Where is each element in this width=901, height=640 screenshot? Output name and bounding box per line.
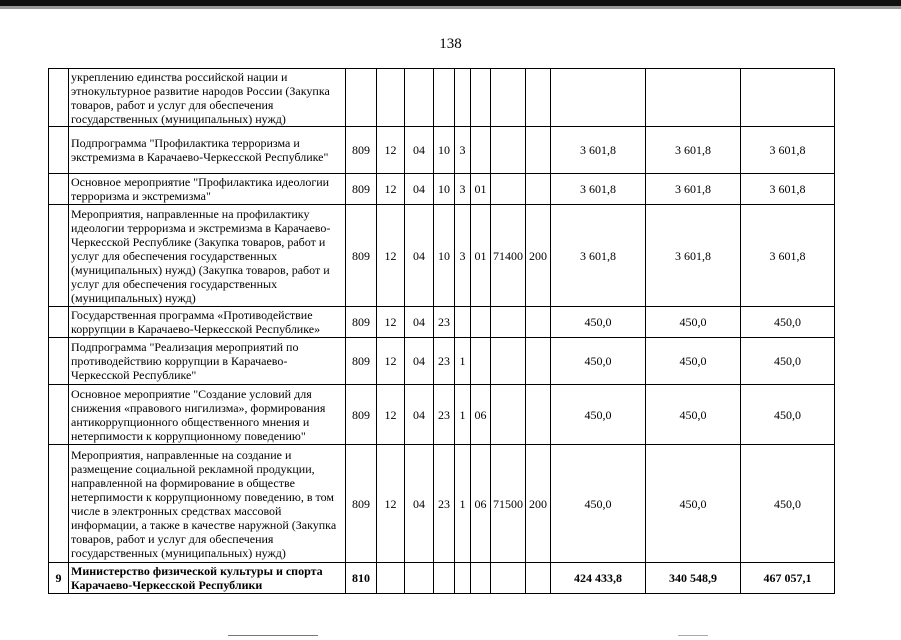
subprogram-cell: 3 — [455, 127, 471, 174]
direction-cell — [491, 385, 526, 445]
row-number-cell — [49, 445, 69, 563]
direction-cell — [491, 307, 526, 338]
amount-year2-cell: 3 601,8 — [646, 174, 741, 205]
subprogram-cell — [455, 563, 471, 594]
amount-year3-cell: 450,0 — [741, 385, 835, 445]
subsection-cell: 04 — [405, 385, 434, 445]
expense-type-cell — [526, 174, 551, 205]
direction-cell — [491, 563, 526, 594]
amount-year1-cell — [551, 69, 646, 127]
direction-cell: 71500 — [491, 445, 526, 563]
event-cell — [471, 127, 491, 174]
admin-code-cell: 809 — [346, 307, 377, 338]
row-number-cell — [49, 205, 69, 307]
table-row — [49, 563, 835, 594]
description-cell: Мероприятия, направленные на создание и размещение социальной рекламной продукции, направленной на формирование в обществе нетерпимости к коррупционному поведению, в том числе в электронных средствах массовой информации, а также в качестве наружной (Закупка товаров, работ и услуг для обеспечения государственных (муниципальных) нужд) — [69, 445, 346, 563]
direction-cell — [491, 127, 526, 174]
amount-year2-cell: 3 601,8 — [646, 205, 741, 307]
amount-year3-cell: 450,0 — [741, 338, 835, 385]
amount-year3-cell: 3 601,8 — [741, 205, 835, 307]
program-cell: 10 — [434, 127, 455, 174]
admin-code-cell — [346, 69, 377, 127]
amount-year1-cell: 450,0 — [551, 307, 646, 338]
admin-code-cell: 809 — [346, 205, 377, 307]
table-body — [49, 69, 835, 594]
event-cell: 06 — [471, 385, 491, 445]
expense-type-cell — [526, 563, 551, 594]
table-row — [49, 307, 835, 338]
amount-year3-cell — [741, 69, 835, 127]
amount-year3-cell: 450,0 — [741, 445, 835, 563]
subprogram-cell: 1 — [455, 445, 471, 563]
bottom-scan-line — [228, 635, 318, 636]
program-cell: 23 — [434, 445, 455, 563]
program-cell: 23 — [434, 338, 455, 385]
table-row — [49, 174, 835, 205]
table-row — [49, 69, 835, 127]
expense-type-cell — [526, 338, 551, 385]
expense-type-cell — [526, 69, 551, 127]
table-row — [49, 445, 835, 563]
description-cell: Подпрограмма "Профилактика терроризма и экстремизма в Карачаево-Черкесской Республике" — [69, 127, 346, 174]
row-number-cell — [49, 338, 69, 385]
event-cell — [471, 69, 491, 127]
amount-year2-cell: 3 601,8 — [646, 127, 741, 174]
program-cell: 23 — [434, 307, 455, 338]
amount-year3-cell: 450,0 — [741, 307, 835, 338]
description-cell: Мероприятия, направленные на профилактику идеологии терроризма и экстремизма в Карачаево-Черкесской Республике (Закупка товаров, работ и услуг для обеспечения государственных (муниципальных) нужд) (Закупка товаров, работ и услуг для обеспечения государственных (муниципальных) нужд) — [69, 205, 346, 307]
amount-year1-cell: 3 601,8 — [551, 205, 646, 307]
admin-code-cell: 809 — [346, 127, 377, 174]
subprogram-cell: 3 — [455, 174, 471, 205]
subprogram-cell: 1 — [455, 338, 471, 385]
description-cell: Государственная программа «Противодействие коррупции в Карачаево-Черкесской Республике» — [69, 307, 346, 338]
amount-year1-cell: 424 433,8 — [551, 563, 646, 594]
amount-year2-cell: 450,0 — [646, 338, 741, 385]
subprogram-cell — [455, 307, 471, 338]
event-cell — [471, 338, 491, 385]
amount-year2-cell: 450,0 — [646, 307, 741, 338]
program-cell — [434, 563, 455, 594]
row-number-cell: 9 — [49, 563, 69, 594]
row-number-cell — [49, 385, 69, 445]
section-cell — [377, 563, 405, 594]
expense-type-cell: 200 — [526, 445, 551, 563]
amount-year1-cell: 450,0 — [551, 445, 646, 563]
subsection-cell: 04 — [405, 338, 434, 385]
amount-year2-cell — [646, 69, 741, 127]
direction-cell — [491, 338, 526, 385]
row-number-cell — [49, 307, 69, 338]
admin-code-cell: 809 — [346, 445, 377, 563]
program-cell: 10 — [434, 174, 455, 205]
subsection-cell: 04 — [405, 174, 434, 205]
row-number-cell — [49, 127, 69, 174]
program-cell: 23 — [434, 385, 455, 445]
section-cell — [377, 69, 405, 127]
subprogram-cell: 1 — [455, 385, 471, 445]
amount-year1-cell: 3 601,8 — [551, 127, 646, 174]
expense-type-cell — [526, 385, 551, 445]
subsection-cell — [405, 69, 434, 127]
section-cell: 12 — [377, 205, 405, 307]
event-cell — [471, 563, 491, 594]
amount-year1-cell: 450,0 — [551, 385, 646, 445]
admin-code-cell: 810 — [346, 563, 377, 594]
page-number: 138 — [439, 36, 462, 52]
section-cell: 12 — [377, 127, 405, 174]
direction-cell — [491, 69, 526, 127]
amount-year2-cell: 450,0 — [646, 385, 741, 445]
subsection-cell: 04 — [405, 445, 434, 563]
event-cell: 01 — [471, 205, 491, 307]
admin-code-cell: 809 — [346, 338, 377, 385]
amount-year2-cell: 340 548,9 — [646, 563, 741, 594]
event-cell: 01 — [471, 174, 491, 205]
budget-table — [48, 68, 835, 594]
direction-cell: 71400 — [491, 205, 526, 307]
table-row — [49, 338, 835, 385]
bottom-scan-line — [678, 635, 708, 636]
table-row — [49, 385, 835, 445]
table-row — [49, 127, 835, 174]
section-cell: 12 — [377, 307, 405, 338]
amount-year1-cell: 450,0 — [551, 338, 646, 385]
program-cell — [434, 69, 455, 127]
table-row — [49, 205, 835, 307]
amount-year1-cell: 3 601,8 — [551, 174, 646, 205]
top-border-shade — [0, 6, 901, 9]
admin-code-cell: 809 — [346, 174, 377, 205]
program-cell: 10 — [434, 205, 455, 307]
description-cell: Подпрограмма "Реализация мероприятий по противодействию коррупции в Карачаево-Черкесской Республике" — [69, 338, 346, 385]
subprogram-cell: 3 — [455, 205, 471, 307]
subsection-cell: 04 — [405, 307, 434, 338]
description-cell: Основное мероприятие "Профилактика идеологии терроризма и экстремизма" — [69, 174, 346, 205]
direction-cell — [491, 174, 526, 205]
row-number-cell — [49, 174, 69, 205]
amount-year3-cell: 467 057,1 — [741, 563, 835, 594]
description-cell: укреплению единства российской нации и этнокультурное развитие народов России (Закупка товаров, работ и услуг для обеспечения государственных (муниципальных) нужд) — [69, 69, 346, 127]
section-cell: 12 — [377, 385, 405, 445]
expense-type-cell — [526, 307, 551, 338]
description-cell: Основное мероприятие "Создание условий для снижения «правового нигилизма», формирования антикоррупционного общественного мнения и нетерпимости к коррупционному поведению" — [69, 385, 346, 445]
event-cell — [471, 307, 491, 338]
subsection-cell: 04 — [405, 205, 434, 307]
expense-type-cell — [526, 127, 551, 174]
subprogram-cell — [455, 69, 471, 127]
amount-year3-cell: 3 601,8 — [741, 127, 835, 174]
amount-year3-cell: 3 601,8 — [741, 174, 835, 205]
event-cell: 06 — [471, 445, 491, 563]
section-cell: 12 — [377, 445, 405, 563]
subsection-cell: 04 — [405, 127, 434, 174]
description-cell: Министерство физической культуры и спорта Карачаево-Черкесской Республики — [69, 563, 346, 594]
subsection-cell — [405, 563, 434, 594]
amount-year2-cell: 450,0 — [646, 445, 741, 563]
row-number-cell — [49, 69, 69, 127]
expense-type-cell: 200 — [526, 205, 551, 307]
section-cell: 12 — [377, 338, 405, 385]
section-cell: 12 — [377, 174, 405, 205]
admin-code-cell: 809 — [346, 385, 377, 445]
